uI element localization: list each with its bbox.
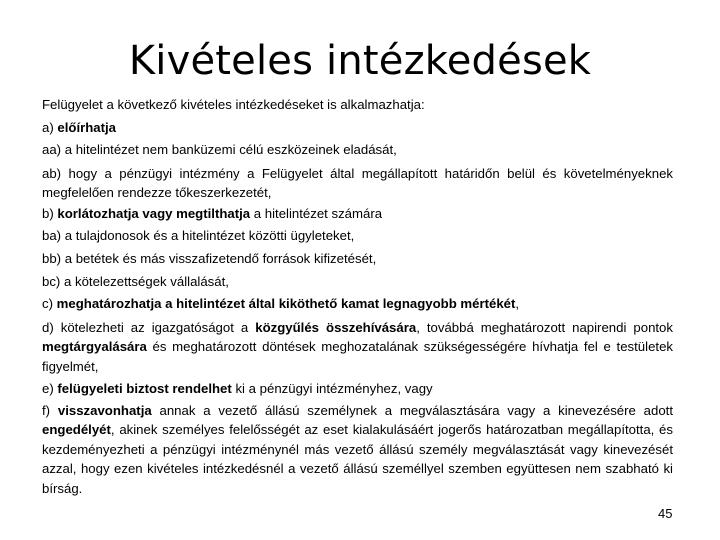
paragraph-a: a) előírhatja [42, 119, 117, 135]
paragraph-f: f) visszavonhatja annak a vezető állású személynek a megválasztására vagy a kinevezésére adott engedélyét, akinek személyes felelősségét az eset kialakulásáért jogerős határozatban megállapította, és kezdeményezheti a pénzügyi intézménynél más vezető állású személy megválasztását vagy kinevezését azzal, hogy ezen kivételes intézkedésnél a vezető állású személlyel szemben együttesen nem szabható ki bírság. [42, 402, 673, 496]
paragraph-e: e) felügyeleti biztost rendelhet ki a pénzügyi intézményhez, vagy [42, 381, 433, 397]
paragraph-bb: bb) a betétek és más visszafizetendő források kifizetését, [42, 250, 377, 266]
paragraph-b: b) korlátozhatja vagy megtilthatja a hitelintézet számára [42, 205, 383, 221]
paragraph-c: c) meghatározhatja a hitelintézet által kiköthető kamat legnagyobb mértékét, [42, 296, 520, 312]
slide-title: Kivételes intézkedések [128, 38, 592, 84]
paragraph-ba: ba) a tulajdonosok és a hitelintézet közötti ügyleteket, [42, 228, 355, 244]
paragraph-aa: aa) a hitelintézet nem banküzemi célú eszközeinek eladását, [42, 142, 397, 158]
paragraph-intro: Felügyelet a következő kivételes intézkedéseket is alkalmazhatja: [42, 97, 425, 112]
paragraph-d: d) kötelezheti az igazgatóságot a közgyűlés összehívására, továbbá meghatározott napirendi pontok megtárgyalására és meghatározott döntések meghozatalának szükségességére hívhatja fel e testületek figyelmét, [42, 319, 673, 374]
paragraph-bc: bc) a kötelezettségek vállalását, [42, 273, 229, 289]
page-number: 45 [658, 506, 673, 521]
slide-body [42, 94, 673, 498]
paragraph-ab: ab) hogy a pénzügyi intézmény a Felügyelet által megállapított határidőn belül és követelményeknek megfelelően rendezze tőkeszerkezetét, [42, 165, 673, 201]
